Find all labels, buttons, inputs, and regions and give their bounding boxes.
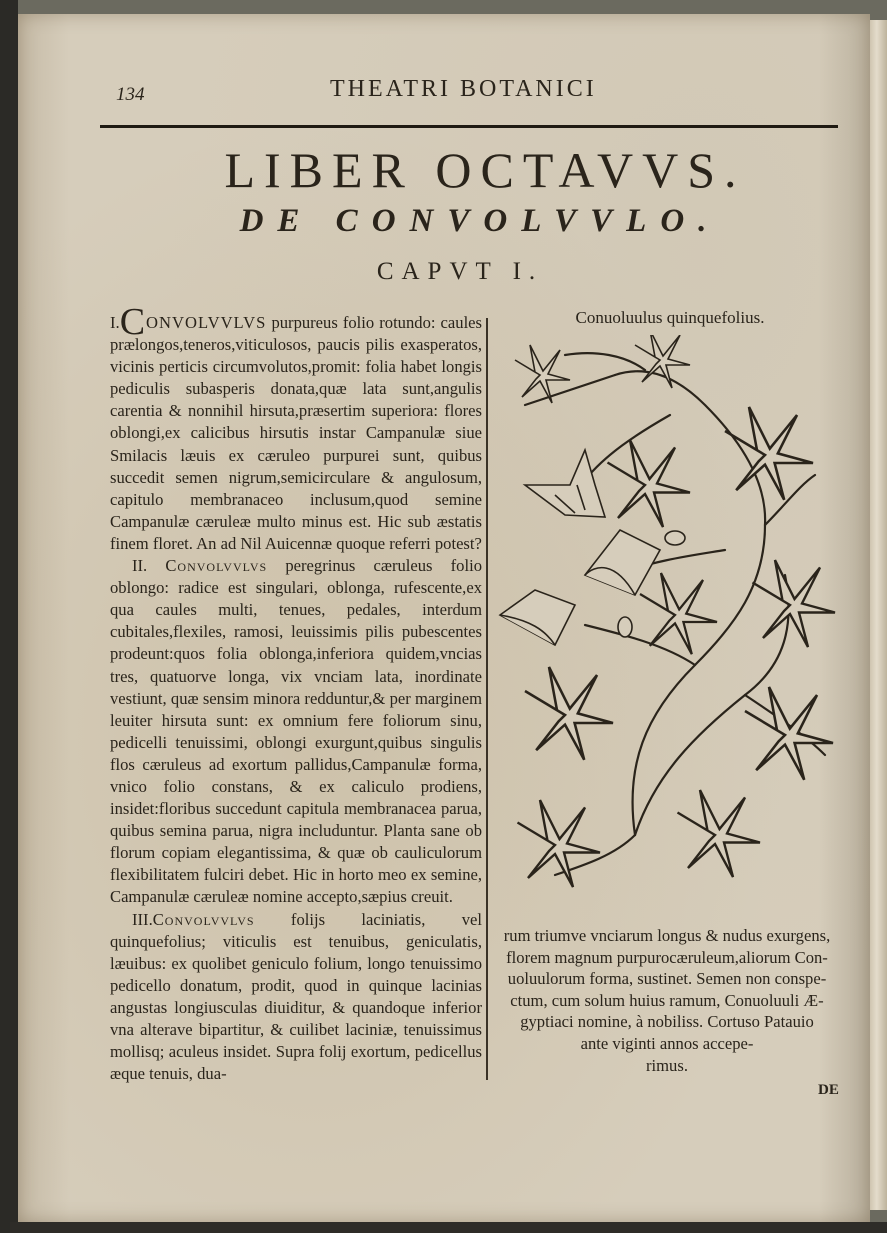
leaf <box>525 667 613 760</box>
scan-border-left <box>0 0 18 1233</box>
header-rule <box>100 125 838 128</box>
page-number: 134 <box>116 84 145 105</box>
paragraph-numeral: III. <box>132 909 153 929</box>
leaf <box>608 440 691 527</box>
paragraph-3 <box>110 909 482 1086</box>
text-line: gyptiaci nomine, à nobiliss. Cortuso Patauio <box>520 1012 814 1032</box>
paragraph-1 <box>110 301 482 555</box>
leaf <box>753 560 836 647</box>
figure-caption: Conuoluulus quinquefolius. <box>575 308 765 327</box>
paragraph-2 <box>110 555 482 909</box>
paragraph-numeral: I. <box>110 313 120 332</box>
leaf <box>640 573 717 654</box>
column-divider <box>486 318 488 1080</box>
leaf <box>635 335 690 388</box>
text-line: ctum, cum solum huius ramum, Conuoluuli Æ- <box>510 990 824 1010</box>
text-line: rimus. <box>646 1055 688 1075</box>
text-line: florem magnum purpurocæruleum,aliorum Con- <box>506 947 828 967</box>
leaf <box>725 407 813 500</box>
text-line: rum triumve vnciarum longus & nudus exurgens, <box>503 926 831 945</box>
convolvulus-woodcut-illustration <box>495 335 840 915</box>
flower <box>585 530 660 595</box>
scan-border-bottom <box>10 1222 887 1233</box>
flower <box>500 590 575 645</box>
section-title: DE CONVOLVVLO. <box>239 203 721 239</box>
leaf <box>515 345 570 403</box>
adjacent-page-edge <box>870 20 887 1210</box>
page-header <box>100 70 840 120</box>
running-head: THEATRI BOTANICI <box>330 76 597 102</box>
paragraph-lead: Convolvvlvs <box>152 909 255 929</box>
paragraph-lead: ONVOLVVLVS <box>146 313 267 332</box>
leaf <box>745 687 833 780</box>
text-line: ante viginti annos accepe- <box>580 1033 754 1053</box>
paragraph-text: peregrinus cæruleus folio oblongo: radice est singulari, oblonga, rufescente,ex qua caules multi, tenues, pedales, interdum cubitales,flexiles, ramosi, leuissimis pilis pubescentes prodeunt:quos folia oblonga,inferiora quidem,vncias tres, quatuorve longa, vix vnciam lata, inordinate vestiunt, quæ sensim minora redduntur,& per marginem leuiter hirsuta sunt: ex omnium fere foliorum sinu, pedicelli tenuissimi, oblongi exurgunt,quibus singulis flos cæruleus ad exortum pallidus,Campanulæ forma, vnico folio constans, & ex caliculo prodiens, insidet:floribus succedunt capitula membranacea parua, quibus semina parua, nigra includuntur. Planta sane ob florum copiam elegantissima, & quæ ob cauliculorum flexibilitatem fulciri debet. Hic in horto meo ex semine, Campanulæ cæruleæ nomine accepto,sæpius creuit. <box>110 556 482 907</box>
right-text-column <box>492 925 842 1076</box>
drop-cap: C <box>119 301 146 343</box>
text-line: uoluulorum forma, sustinet. Semen non conspe- <box>507 969 827 989</box>
paragraph-text: purpureus folio rotundo: caules prælongos,teneros,viticulosos, paucis pilis exasperatos, vicinis perticis circumvolutos,promit: folia habet longis pediculis subasperis donata,quæ lata sunt,angulis carentia & nonnihil hirsuta,præsertim superiora: flores oblongi,ex calicibus hirsutis instar Campanulæ siue Smilacis læuis ex cæruleo purpurei sunt, quibus succedit semen nigrum,semicirculare & angulosum, capitulo membranaceo inclusum,quod semine Campanulæ cæruleæ multo minus est. Hic sub æstatis finem floret. An ad Nil Auicennæ quoque referri potest? <box>110 313 482 553</box>
chapter-heading: CAPVT I. <box>376 258 544 285</box>
paragraph-lead: Convolvvlvs <box>165 556 268 576</box>
book-title: LIBER OCTAVVS. <box>224 142 746 198</box>
catchword: DE <box>818 1082 839 1098</box>
paragraph-numeral: II. <box>132 556 148 576</box>
leaf <box>678 790 761 877</box>
flower <box>525 450 605 517</box>
left-text-column <box>110 301 482 1085</box>
paragraph-text: folijs laciniatis, vel quinquefolius; viticulis est tenuibus, geniculatis, læuibus: ex quolibet geniculo folium, longo tenuissimo pedicello donatum, prodit, quod in quinque lacinias angustas longiusculas diuiditur, & quandoque inferior vna alterave bipartitur, & cuilibet laciniæ, tenuissimus mollisq; aculeus insidet. Supra folij exortum, pedicellus æque tenuis, dua- <box>110 909 482 1084</box>
